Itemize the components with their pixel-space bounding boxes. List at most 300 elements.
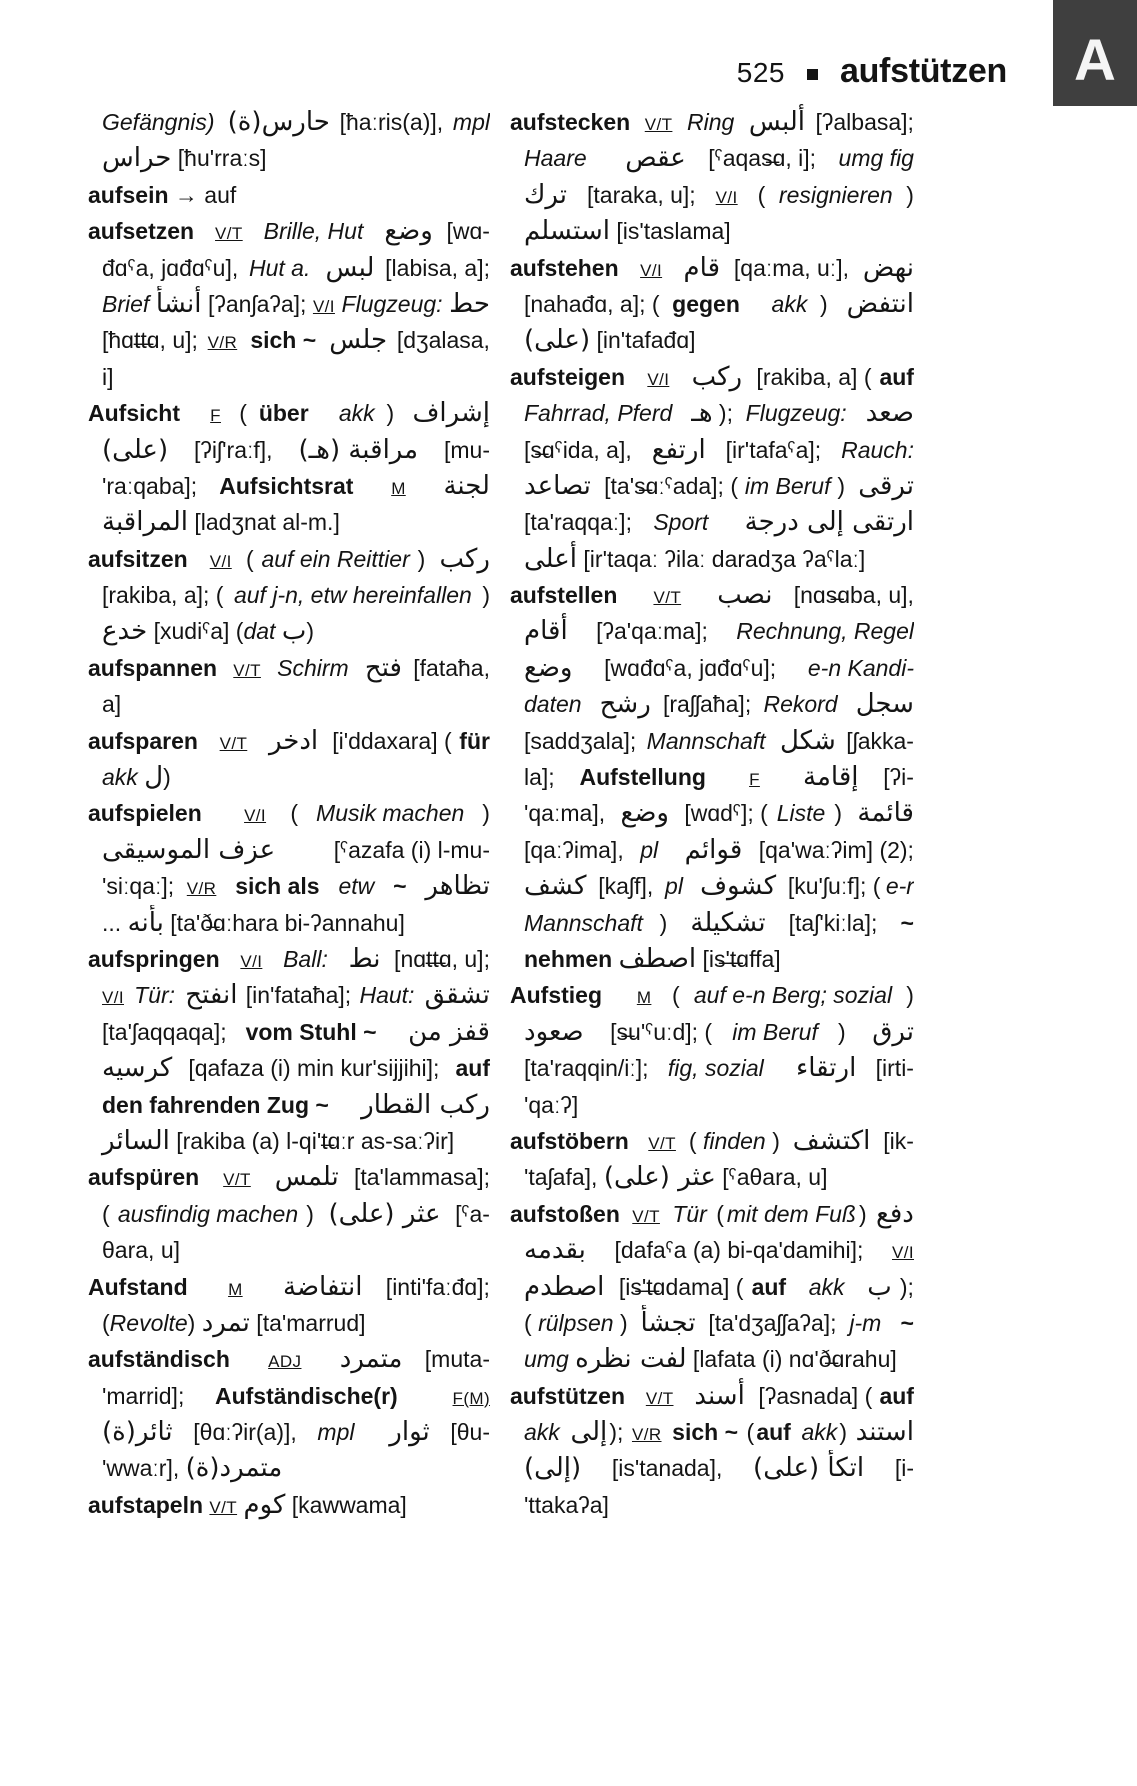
dict-line — [510, 686, 914, 722]
text-segment: Rechnung, Regel — [736, 618, 914, 645]
text-segment: [ta'lammasa]; — [347, 1164, 490, 1191]
text-segment: [ta'marrud] — [249, 1309, 366, 1336]
headword: aufspüren — [88, 1164, 200, 1191]
arabic-text: تلمس — [274, 1162, 339, 1193]
dict-entry — [88, 541, 490, 650]
text-segment: [s̶u'ˤuːd]; ( — [603, 1018, 713, 1045]
text-segment — [315, 250, 321, 286]
grammar-label: V/I — [312, 296, 335, 316]
dict-line — [88, 359, 490, 395]
dict-line — [88, 759, 490, 795]
arabic-text: بقدمه — [524, 1235, 586, 1266]
dict-line — [510, 432, 914, 468]
arabic-text: ترقى — [858, 470, 914, 501]
dict-line — [510, 1341, 914, 1377]
dict-entry — [510, 977, 914, 1123]
text-segment: Fahrrad, Pferd — [524, 400, 673, 427]
arabic-text: ألبس — [748, 107, 806, 137]
dict-line — [88, 723, 490, 759]
dict-line — [88, 250, 490, 286]
arabic-text: قام — [683, 252, 720, 283]
text-segment: [ˤaθara, u] — [715, 1164, 828, 1191]
dict-line — [88, 1159, 490, 1195]
dict-line — [88, 1305, 490, 1341]
arabic-text: اصطدم — [524, 1271, 605, 1302]
grammar-label: M — [228, 1279, 243, 1299]
section-letter: A — [1074, 27, 1116, 93]
text-segment — [222, 650, 228, 686]
arabic-text: دفع — [876, 1198, 914, 1229]
grammar-label: V/I — [102, 988, 124, 1008]
text-segment — [270, 941, 276, 977]
headword: Aufstieg — [510, 982, 602, 1009]
grammar-label: M — [636, 988, 652, 1008]
text-segment: [ta'raqqaː]; — [524, 509, 639, 536]
dict-line — [88, 104, 490, 140]
dict-entry — [88, 395, 490, 541]
text-segment — [421, 468, 427, 504]
text-segment: ) — [482, 582, 490, 609]
text-segment: [xudiˤa] ( — [147, 618, 244, 645]
text-segment — [246, 1341, 252, 1377]
arabic-text: كشف — [524, 871, 587, 902]
text-segment: Aufständische(r) — [214, 1382, 398, 1409]
arabic-text: جلس — [329, 325, 388, 356]
text-segment: Haare — [524, 145, 587, 172]
text-segment — [670, 250, 676, 286]
text-segment — [177, 977, 183, 1013]
dict-line — [510, 395, 914, 431]
text-segment: Revolte — [109, 1309, 188, 1336]
text-segment: Mannschaft — [646, 727, 766, 754]
dict-line — [88, 286, 490, 322]
text-segment: ) — [834, 800, 849, 827]
text-segment: ) — [187, 1309, 202, 1336]
dict-line — [88, 468, 490, 504]
arabic-text: ارتقى إلى درجة — [744, 507, 914, 538]
header-bullet-icon — [807, 69, 818, 80]
text-segment: ~ — [900, 1309, 914, 1336]
grammar-label: V/R — [207, 333, 238, 353]
text-segment: la]; — [524, 764, 562, 791]
headword: aufsein — [88, 181, 169, 208]
text-segment: Tür — [672, 1200, 707, 1227]
text-segment: [is'tanada], — [605, 1455, 729, 1482]
dict-line — [510, 1050, 914, 1086]
text-segment — [369, 1414, 375, 1450]
dict-entry — [88, 941, 490, 1159]
text-segment: 'siːqaː]; — [102, 873, 181, 900]
headword: aufsparen — [88, 727, 198, 754]
arabic-text: سجل — [855, 689, 914, 720]
text-segment — [843, 686, 849, 722]
arabic-text: ركب — [691, 361, 743, 392]
text-segment — [335, 286, 341, 322]
dict-line — [88, 795, 490, 831]
arabic-text: اكتشف — [792, 1125, 871, 1156]
dict-line — [88, 1450, 490, 1486]
headword: Aufstand — [88, 1273, 188, 1300]
text-segment: etw — [338, 873, 375, 900]
text-segment — [688, 868, 694, 904]
text-segment: [i'ddaxara] ( — [325, 727, 452, 754]
text-segment: [nahađɑ, a]; ( — [524, 290, 660, 317]
dict-entry — [88, 104, 490, 177]
text-segment: Ball: — [283, 945, 328, 972]
arabic-text: تمرد — [201, 1307, 250, 1338]
text-segment: akk — [771, 290, 808, 317]
text-segment — [603, 140, 609, 176]
arabic-text: انفتح — [185, 980, 238, 1011]
text-segment: [wɑđɑˤa, jɑđɑˤu]; — [597, 654, 783, 681]
text-segment: đɑˤa, jɑđɑˤu], — [102, 254, 245, 281]
text-segment — [326, 868, 332, 904]
text-segment — [794, 1269, 800, 1305]
text-segment: [muta- — [418, 1346, 490, 1373]
arabic-text: استند — [855, 1417, 914, 1448]
arabic-text: قائمة — [857, 798, 914, 829]
text-segment: a] — [102, 691, 122, 718]
text-segment: ( — [284, 800, 299, 827]
grammar-label: V/T — [645, 1388, 674, 1408]
dict-line — [88, 1123, 490, 1159]
text-segment: Haut: — [359, 982, 415, 1009]
text-segment — [562, 1414, 568, 1450]
text-segment — [206, 723, 212, 759]
arabic-text: المراقبة — [102, 507, 188, 538]
text-segment: [rakiba, a]; ( — [102, 582, 224, 609]
arabic-text: صعود — [524, 1016, 584, 1047]
text-segment: ~ — [900, 909, 914, 936]
grammar-label: V/I — [209, 551, 232, 571]
text-segment: ( — [102, 1309, 110, 1336]
text-segment: gegen — [672, 290, 740, 317]
text-segment: Ring — [686, 109, 735, 135]
dict-line — [88, 1414, 490, 1450]
text-segment — [342, 1087, 348, 1123]
text-segment — [192, 395, 198, 431]
text-segment: umg — [524, 1346, 569, 1373]
dict-line — [510, 905, 914, 941]
text-segment: [ʔalbasa]; — [809, 109, 914, 135]
text-segment: Hut a. — [249, 254, 311, 281]
text-segment — [632, 1378, 638, 1414]
text-segment: Schirm — [277, 654, 349, 681]
text-segment — [220, 795, 226, 831]
text-segment: vom Stuhl ~ — [245, 1018, 377, 1045]
text-segment — [413, 868, 419, 904]
arabic-text: تجشأ — [640, 1307, 696, 1338]
dict-line — [510, 1414, 914, 1450]
text-segment: [inti'faːđɑ]; — [379, 1273, 490, 1300]
text-segment — [616, 977, 622, 1013]
text-segment — [218, 104, 224, 140]
text-segment: fig, sozial — [667, 1055, 764, 1082]
grammar-label: V/R — [631, 1425, 662, 1445]
dict-entry — [88, 1341, 490, 1487]
headword: aufsetzen — [88, 218, 195, 245]
text-segment: [ta'raqqin/iː]; — [524, 1055, 655, 1082]
arabic-text: كشوف — [700, 871, 777, 902]
text-segment: [qaːʔima], — [524, 836, 631, 863]
dict-line — [88, 1378, 490, 1414]
text-segment: rülpsen — [538, 1309, 614, 1336]
text-segment — [354, 650, 360, 686]
text-segment: akk — [338, 400, 375, 427]
dict-entry — [510, 359, 914, 577]
text-segment: e-r — [885, 873, 914, 900]
text-segment: [ta'ʃaqqaqa]; — [102, 1018, 233, 1045]
text-segment: [θɑːʔir(a)], — [186, 1419, 304, 1446]
text-segment — [635, 1123, 641, 1159]
text-segment: [qaːma, uː], — [727, 254, 856, 281]
text-segment: θara, u] — [102, 1237, 180, 1264]
text-segment: [fataħa, — [406, 654, 490, 681]
text-segment: ) — [619, 1309, 635, 1336]
dict-line — [510, 1269, 914, 1305]
text-segment: [ʃakka- — [839, 727, 914, 754]
dict-entry — [88, 723, 490, 796]
dict-line — [88, 541, 490, 577]
page-header — [0, 52, 1007, 91]
text-segment — [205, 1269, 211, 1305]
text-segment — [753, 286, 759, 322]
text-segment: [s̶ɑˤida, a], — [524, 436, 639, 463]
text-segment: ) — [858, 1200, 874, 1227]
text-segment: [in'fataħa]; — [239, 982, 358, 1009]
text-segment — [888, 1305, 894, 1341]
dict-line — [88, 613, 490, 649]
text-segment — [681, 1378, 687, 1414]
text-segment: Flugzeug: — [341, 290, 443, 317]
text-segment: [ˤa- — [448, 1200, 490, 1227]
text-segment: 'raːqaba]; — [102, 472, 204, 499]
text-segment — [196, 541, 202, 577]
text-segment — [317, 1341, 323, 1377]
dict-line — [88, 1269, 490, 1305]
arabic-text: ركب القطار — [361, 1089, 490, 1120]
text-segment: ( — [665, 982, 680, 1009]
text-segment — [260, 1159, 266, 1195]
arabic-text: لجنة — [443, 470, 490, 501]
text-segment: Flugzeug: — [745, 400, 847, 427]
text-segment: ) — [163, 764, 171, 791]
dict-line — [88, 1232, 490, 1268]
arabic-text: ل — [144, 762, 164, 793]
arabic-text: عثر (على) — [603, 1162, 716, 1193]
dict-line — [510, 832, 914, 868]
arabic-text: ثوار — [389, 1417, 430, 1448]
text-segment — [664, 1414, 670, 1450]
text-segment: [wɑ- — [440, 218, 490, 245]
text-segment: ) — [906, 181, 914, 208]
arabic-text: وضع — [620, 798, 669, 829]
arabic-text: ب — [867, 1271, 892, 1302]
section-letter-tab — [1053, 0, 1137, 106]
dict-line — [510, 1196, 914, 1232]
text-segment: Gefängnis) — [102, 109, 215, 135]
text-segment: ); — [718, 400, 740, 427]
arabic-text: استسلم — [524, 216, 610, 247]
dict-line — [88, 140, 490, 176]
dict-line — [510, 140, 914, 176]
dict-line — [88, 1050, 490, 1086]
grammar-label: V/T — [209, 1497, 238, 1517]
grammar-label: V/I — [244, 806, 267, 826]
text-segment: [ħu'rraːs] — [171, 145, 267, 172]
column-left — [88, 104, 490, 1523]
text-segment: 'qaːʔ] — [524, 1091, 579, 1118]
text-segment: [ir'tafaˤa]; — [719, 436, 828, 463]
arabic-text: إقامة — [803, 762, 859, 793]
grammar-label: V/I — [240, 951, 263, 971]
text-segment — [416, 977, 422, 1013]
arabic-text: عزف الموسيقى — [102, 834, 276, 865]
headword: aufsteigen — [510, 363, 626, 390]
text-segment: ( — [709, 1200, 724, 1227]
text-segment — [632, 577, 638, 613]
text-segment: [dafaˤa (a) bi-qa'damihi]; — [608, 1237, 870, 1264]
text-segment: auf — [751, 1273, 787, 1300]
text-segment — [380, 868, 386, 904]
text-segment — [587, 686, 593, 722]
arabic-text: اصطف — [618, 943, 697, 974]
text-segment: → auf — [168, 181, 237, 208]
text-segment: [dʒalasa, — [390, 327, 490, 354]
text-segment: [ʔiʃ'raːf], — [187, 436, 279, 463]
dict-entry — [510, 250, 914, 359]
text-segment: ... — [102, 909, 128, 936]
dict-line — [510, 177, 914, 213]
text-segment — [633, 359, 639, 395]
text-segment: [wɑdˤ]; ( — [677, 800, 768, 827]
grammar-label: V/R — [186, 879, 217, 899]
headword: Aufsicht — [88, 400, 180, 427]
text-segment: Rekord — [763, 691, 838, 718]
text-segment: [nɑt̶t̶ɑ, u]; — [387, 945, 490, 972]
grammar-label: V/T — [215, 224, 243, 244]
text-segment: [ta'dʒaʃʃaʔa]; — [702, 1309, 843, 1336]
dict-line — [88, 395, 490, 431]
text-segment: 'ttakaʔa] — [524, 1491, 609, 1518]
text-segment — [770, 723, 776, 759]
text-segment — [723, 504, 729, 540]
dict-entry — [510, 1123, 914, 1196]
text-segment: auf — [879, 1382, 914, 1409]
text-segment — [677, 104, 683, 140]
text-segment: ) — [659, 909, 674, 936]
dict-line — [510, 1159, 914, 1195]
dict-line — [510, 1232, 914, 1268]
text-segment: [is'taslama] — [609, 218, 731, 245]
text-segment: Musik machen — [316, 800, 465, 827]
text-segment: [lafata (i) nɑ'ð̶ɑrahu] — [686, 1346, 897, 1373]
headword: aufspielen — [88, 800, 202, 827]
text-segment: ( — [232, 400, 247, 427]
arabic-text: (على) — [102, 434, 169, 465]
dict-entry — [88, 1269, 490, 1342]
text-segment: [saddʒala]; — [524, 727, 643, 754]
arabic-text: اتكأ (على) — [753, 1453, 865, 1484]
headword: aufstöbern — [510, 1127, 629, 1154]
arabic-text: فتح — [364, 652, 402, 683]
page-number: 525 — [736, 57, 785, 88]
grammar-label: V/I — [640, 260, 663, 280]
dict-line — [88, 941, 490, 977]
text-segment: 'qaːma], — [524, 800, 612, 827]
dict-line — [510, 468, 914, 504]
arabic-text: شكل — [779, 725, 836, 756]
arabic-text: قوائم — [684, 834, 743, 865]
text-segment: [taʃ'kiːla]; — [782, 909, 884, 936]
text-segment — [853, 395, 859, 431]
text-segment: Mannschaft — [524, 909, 643, 936]
text-segment — [724, 759, 730, 795]
dict-line — [510, 977, 914, 1013]
headword: aufstellen — [510, 582, 618, 609]
text-segment — [738, 104, 744, 140]
text-segment — [149, 286, 155, 322]
arabic-text: متمرد(ة) — [185, 1453, 283, 1484]
text-segment — [677, 359, 683, 395]
dict-line — [510, 868, 914, 904]
dict-line — [88, 1487, 490, 1523]
text-segment: nehmen — [524, 945, 613, 972]
dict-line — [510, 213, 914, 249]
text-segment: pl — [665, 873, 683, 900]
dict-line — [510, 541, 914, 577]
headword: aufspringen — [88, 945, 220, 972]
dict-entry — [510, 1378, 914, 1524]
text-segment: [rakiba (a) l-qi't̶ɑːr as-saːʔir] — [169, 1127, 455, 1154]
text-segment: [irti- — [869, 1055, 914, 1082]
text-segment — [793, 1414, 799, 1450]
text-segment: auf e-n Berg; sozial — [693, 982, 893, 1009]
headword: aufstecken — [510, 109, 631, 135]
grammar-label: F — [749, 770, 760, 790]
arabic-text: قفز من — [408, 1016, 490, 1047]
text-segment: ) — [772, 1127, 787, 1154]
text-segment — [443, 286, 449, 322]
headword: aufsitzen — [88, 545, 188, 572]
dict-entry — [88, 177, 490, 213]
text-segment: Tür: — [134, 982, 176, 1009]
text-segment: Aufsichtsrat — [219, 472, 354, 499]
arabic-text: أعلى — [524, 543, 578, 574]
grammar-label: ADJ — [268, 1352, 302, 1372]
arabic-text: ارتفع — [651, 434, 706, 465]
dict-entry — [88, 650, 490, 723]
text-segment: ); — [609, 1419, 630, 1446]
dict-line — [510, 104, 914, 140]
text-segment: resignieren — [778, 181, 893, 208]
text-segment: [ʔasnada] ( — [752, 1382, 873, 1409]
dict-line — [510, 723, 914, 759]
text-segment: [ħaːris(a)], — [333, 109, 450, 135]
text-segment: [ir'taqaː ʔilaː daradʒa ʔaˤlaː] — [577, 545, 866, 572]
text-segment: [ˤazafa (i) l-mu- — [327, 836, 490, 863]
text-segment — [371, 213, 377, 249]
arabic-text: حارس(ة) — [227, 107, 330, 137]
text-segment: Liste — [776, 800, 826, 827]
text-segment: finden — [703, 1127, 766, 1154]
text-segment: ( — [102, 1200, 110, 1227]
text-segment — [126, 977, 132, 1013]
arabic-text: عقص — [625, 143, 686, 174]
text-segment: ausfindig machen — [117, 1200, 299, 1227]
arabic-text: حط — [449, 288, 490, 319]
text-segment: ); — [899, 1273, 914, 1300]
